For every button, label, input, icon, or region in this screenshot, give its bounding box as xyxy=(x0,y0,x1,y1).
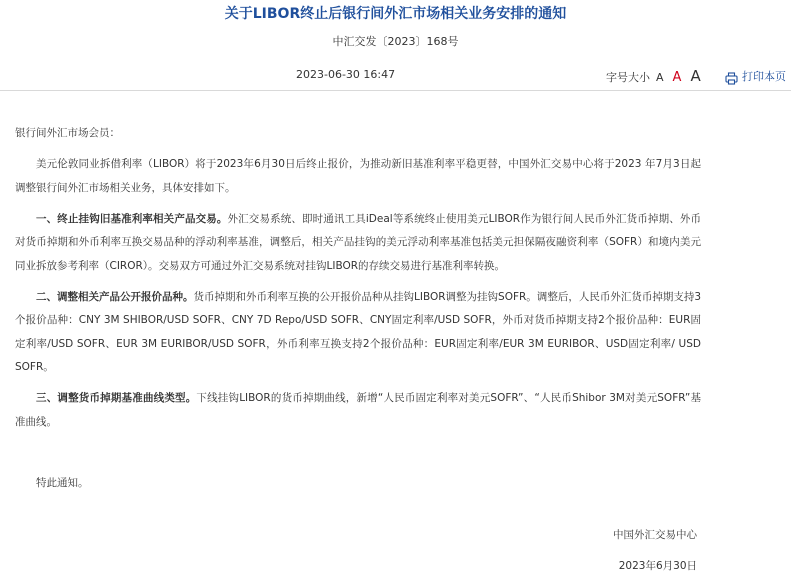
header-divider xyxy=(0,90,791,91)
font-size-large-button[interactable]: A xyxy=(690,67,701,85)
print-page-button[interactable] xyxy=(725,68,786,84)
document-number: 中汇交发〔2023〕168号 xyxy=(332,35,459,48)
font-size-switcher xyxy=(606,67,710,85)
item-3-paragraph xyxy=(15,387,701,434)
item-2-heading: 二、调整相关产品公开报价品种。 xyxy=(36,290,194,303)
salutation: 银行间外汇市场会员： xyxy=(15,127,120,139)
print-icon xyxy=(725,70,738,83)
publish-time: 2023-06-30 16:47 xyxy=(296,68,396,81)
font-size-small-button[interactable]: A xyxy=(656,71,664,84)
item-1-text: 外汇交易系统、即时通讯工具iDeal等系统终止使用美元LIBOR作为银行间人民币外汇货币掉期、外币对货币掉期和外币利率互换交易品种的浮动利率基准，调整后，相关产品挂钩的美元浮动利率基准包括美元担保隔夜融资利率（SOFR）和境内美元同业拆放参考利率（CIROR）。交易双方可通过外汇交易系统对挂钩LIBOR的存续交易进行基准利率转换。 xyxy=(15,212,701,272)
article-meta-bar xyxy=(0,67,791,87)
item-2-text: 货币掉期和外币利率互换的公开报价品种从挂钩LIBOR调整为挂钩SOFR。调整后，人民币外汇货币掉期支持3个报价品种：CNY 3M SHIBOR/USD SOFR、CNY 7D Repo/USD SOFR、CNY固定利率/USD SOFR，外币对货币掉期支持2个报价品种：EUR固定利率/USD SOFR、EUR 3M EURIBOR/USD SOFR，外币利率互换支持2个报价品种：EUR固定利率/EUR 3M EURIBOR、USD固定利率/ USD SOFR。 xyxy=(15,290,701,373)
item-3-heading: 三、调整货币掉期基准曲线类型。 xyxy=(36,392,197,404)
font-size-label: 字号大小 xyxy=(606,71,650,84)
print-label: 打印本页 xyxy=(742,70,786,83)
closing-line: 特此通知。 xyxy=(36,477,89,489)
signature-date: 2023年6月30日 xyxy=(618,560,697,572)
item-3-text: 下线挂钩LIBOR的货币掉期曲线，新增“人民币固定利率对美元SOFR”、“人民币Shibor 3M对美元SOFR”基准曲线。 xyxy=(15,392,701,428)
article-body xyxy=(15,122,701,496)
article-title: 关于LIBOR终止后银行间外汇市场相关业务安排的通知 xyxy=(224,6,567,22)
font-size-medium-button[interactable]: A xyxy=(672,70,682,85)
item-1-paragraph xyxy=(15,208,701,279)
issuer-signature: 中国外汇交易中心 xyxy=(613,529,697,541)
item-1-heading: 一、终止挂钩旧基准利率相关产品交易。 xyxy=(36,212,228,225)
intro-paragraph: 美元伦敦同业拆借利率（LIBOR）将于2023年6月30日后终止报价，为推动新旧基准利率平稳更替，中国外汇交易中心将于2023 年7月3日起调整银行间外汇市场相关业务，具体安排如下。 xyxy=(15,158,701,194)
item-2-paragraph xyxy=(15,286,701,380)
